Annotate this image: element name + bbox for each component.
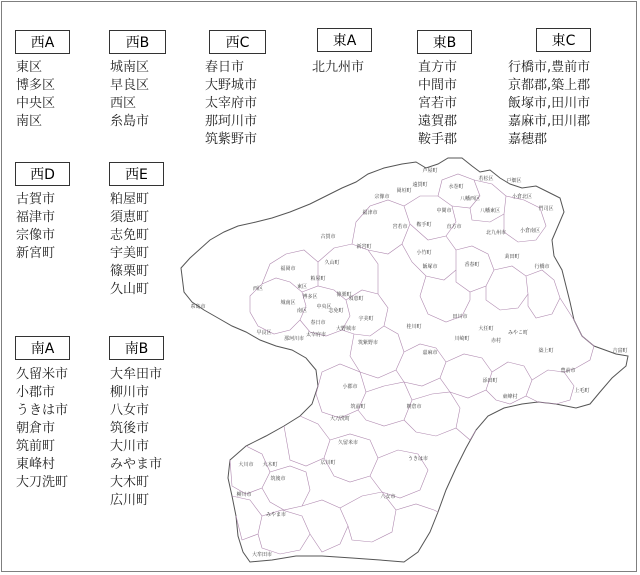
map-place-label: 久留米市	[337, 440, 359, 446]
municipality-item: 遠賀郡	[418, 114, 458, 129]
map-place-label: 吉富町	[612, 348, 628, 354]
map-place-label: 遠賀町	[412, 182, 428, 188]
municipality-item: 筑後市	[110, 421, 150, 436]
map-place-label: 行橋市	[534, 264, 550, 270]
municipality-item: 中間市	[418, 78, 458, 93]
map-place-label: 添田町	[482, 378, 498, 384]
municipality-item: 篠栗町	[110, 264, 150, 279]
map-place-label: 飯塚市	[422, 264, 438, 270]
map-place-label: 大木町	[262, 462, 278, 468]
municipality-item: 福津市	[16, 210, 56, 225]
map-place-label: 田川市	[452, 314, 468, 320]
municipality-item: 南区	[16, 114, 43, 129]
municipality-item: 嘉穂郡	[508, 132, 548, 147]
group-list-nishi-c	[205, 59, 257, 149]
map-place-label: 大任町	[478, 326, 494, 332]
map-place-label: 水巻町	[448, 184, 464, 190]
municipality-item: 行橋市,豊前市	[508, 60, 591, 75]
municipality-item: 直方市	[418, 60, 458, 75]
map-place-label: 西区	[252, 286, 264, 292]
group-label-higashi-c: 東C	[536, 28, 591, 52]
map-place-label: みやま市	[265, 512, 287, 518]
map-place-label: 福津市	[362, 210, 378, 216]
map-place-label: 新宮町	[356, 244, 372, 250]
group-list-higashi-c	[508, 59, 590, 149]
municipality-item: みやま市	[110, 457, 163, 472]
municipality-item: 西区	[110, 96, 137, 111]
map-place-label: うきは市	[407, 456, 429, 462]
map-place-label: 早良区	[256, 330, 272, 336]
map-place-label: 春日市	[310, 320, 326, 326]
map-place-label: 朝倉市	[406, 404, 422, 410]
municipality-item: 小郡市	[16, 385, 56, 400]
map-place-label: 宗像市	[374, 194, 390, 200]
municipality-item: 宮若市	[418, 96, 458, 111]
map-place-label: 宮若市	[392, 224, 408, 230]
map-place-label: 豊前市	[560, 368, 576, 374]
group-list-nishi-e	[110, 191, 149, 299]
municipality-item: 筑紫野市	[205, 132, 258, 147]
municipality-item: 須恵町	[110, 210, 150, 225]
map-place-label: 桂川町	[406, 324, 422, 330]
map-place-label: 八幡東区	[479, 208, 501, 214]
municipality-item: 広川町	[110, 493, 150, 508]
municipality-item: 朝倉市	[16, 421, 56, 436]
municipality-item: 新宮町	[16, 246, 56, 261]
map-place-label: 小郡市	[342, 384, 358, 390]
map-place-label: 太宰府市	[305, 332, 327, 338]
group-label-minami-b: 南B	[109, 336, 164, 360]
municipality-item: 鞍手郡	[418, 132, 458, 147]
municipality-item: 太宰府市	[205, 96, 258, 111]
municipality-item: 筑前町	[16, 439, 56, 454]
municipality-item: 東区	[16, 60, 43, 75]
map-place-label: 宇美町	[358, 316, 374, 322]
map-place-label: 東区	[296, 284, 308, 290]
map-place-label: 門司区	[538, 206, 554, 212]
group-list-higashi-b	[418, 59, 457, 149]
map-place-label: 川崎町	[454, 336, 470, 342]
map-place-label: 中間市	[436, 208, 452, 214]
group-label-nishi-c: 西C	[209, 30, 266, 54]
municipality-item: 北九州市	[312, 60, 365, 75]
map-place-label: 大刀洗町	[329, 416, 351, 422]
map-place-label: 東峰村	[502, 394, 518, 400]
municipality-item: 春日市	[205, 60, 245, 75]
map-place-label: 芦屋町	[422, 168, 438, 174]
map-place-label: 筑後市	[270, 476, 286, 482]
municipality-item: 大刀洗町	[16, 475, 69, 490]
municipality-item: 宇美町	[110, 246, 150, 261]
map-place-label: 若松区	[478, 176, 494, 182]
group-list-nishi-b	[110, 59, 149, 131]
municipality-item: 八女市	[110, 403, 150, 418]
map-place-label: 香春町	[464, 262, 480, 268]
map-place-label: 篠栗町	[336, 292, 352, 298]
map-place-label: 古賀市	[320, 234, 336, 240]
municipality-item: 宗像市	[16, 228, 56, 243]
group-list-minami-a	[16, 366, 68, 492]
map-place-label: みやこ町	[507, 330, 529, 336]
municipality-item: 柳川市	[110, 385, 150, 400]
prefecture-outline	[181, 158, 628, 562]
group-label-nishi-e: 西E	[109, 162, 164, 186]
municipality-item: 早良区	[110, 78, 150, 93]
map-place-label: 糸島市	[190, 304, 206, 310]
municipality-item: 博多区	[16, 78, 56, 93]
map-place-label: 那珂川市	[283, 336, 305, 342]
map-place-label: 城南区	[280, 300, 296, 306]
map-place-label: 志免町	[328, 308, 344, 314]
municipality-item: うきは市	[16, 403, 69, 418]
map-place-label: 小倉南区	[519, 228, 541, 234]
group-label-higashi-b: 東B	[417, 30, 472, 54]
group-list-higashi-a	[312, 59, 364, 77]
map-place-label: 須恵町	[348, 296, 364, 302]
municipality-item: 久山町	[110, 282, 150, 297]
map-place-label: 南区	[296, 308, 308, 314]
municipality-item: 大川市	[110, 439, 150, 454]
map-place-label: 大野城市	[335, 326, 357, 332]
map-place-label: 築上町	[538, 348, 554, 354]
map-place-label: 大川市	[238, 462, 254, 468]
municipality-item: 粕屋町	[110, 192, 150, 207]
municipality-item: 京都郡,築上郡	[508, 78, 591, 93]
map-place-label: 八幡西区	[459, 196, 481, 202]
municipality-item: 嘉麻市,田川郡	[508, 114, 591, 129]
map-place-label: 筑前町	[350, 404, 366, 410]
municipality-item: 中央区	[16, 96, 56, 111]
map-place-label: 福岡市	[280, 266, 296, 272]
map-place-label: 八女市	[380, 494, 396, 500]
map-place-label: 上毛町	[574, 388, 590, 394]
group-list-nishi-a	[16, 59, 55, 131]
map-place-label: 大牟田市	[251, 552, 273, 558]
municipality-item: 久留米市	[16, 367, 69, 382]
municipality-item: 古賀市	[16, 192, 56, 207]
municipality-item: 飯塚市,田川市	[508, 96, 591, 111]
map-place-label: 岡垣町	[396, 188, 412, 194]
municipality-item: 志免町	[110, 228, 150, 243]
group-list-minami-b	[110, 366, 162, 510]
municipality-item: 糸島市	[110, 114, 150, 129]
map-place-label: 久山町	[324, 260, 340, 266]
map-place-label: 苅田町	[504, 254, 520, 260]
map-place-label: 小竹町	[416, 250, 432, 256]
map-place-label: 広川町	[320, 460, 336, 466]
group-list-nishi-d	[16, 191, 55, 263]
map-place-label: 小倉北区	[511, 194, 533, 200]
municipality-item: 大牟田市	[110, 367, 163, 382]
map-place-label: 柳川市	[236, 492, 252, 498]
group-label-nishi-a: 西A	[15, 30, 70, 54]
map-place-label: 北九州市	[485, 230, 507, 236]
municipality-item: 東峰村	[16, 457, 56, 472]
group-label-nishi-b: 西B	[109, 30, 166, 54]
map-place-label: 嘉麻市	[422, 350, 438, 356]
group-label-higashi-a: 東A	[317, 28, 372, 52]
municipality-item: 那珂川市	[205, 114, 258, 129]
municipality-item: 大木町	[110, 475, 150, 490]
group-label-nishi-d: 西D	[15, 162, 70, 186]
municipality-item: 大野城市	[205, 78, 258, 93]
map-place-label: 直方市	[446, 224, 462, 230]
map-place-label: 筑紫野市	[357, 340, 379, 346]
map-place-label: 戸畑区	[506, 178, 522, 184]
group-label-minami-a: 南A	[15, 336, 70, 360]
map-place-label: 鞍手町	[416, 222, 432, 228]
map-place-label: 博多区	[302, 294, 318, 300]
municipality-item: 城南区	[110, 60, 150, 75]
map-place-label: 中央区	[316, 304, 332, 310]
map-place-label: 粕屋町	[310, 276, 326, 282]
map-place-label: 赤村	[490, 338, 502, 344]
